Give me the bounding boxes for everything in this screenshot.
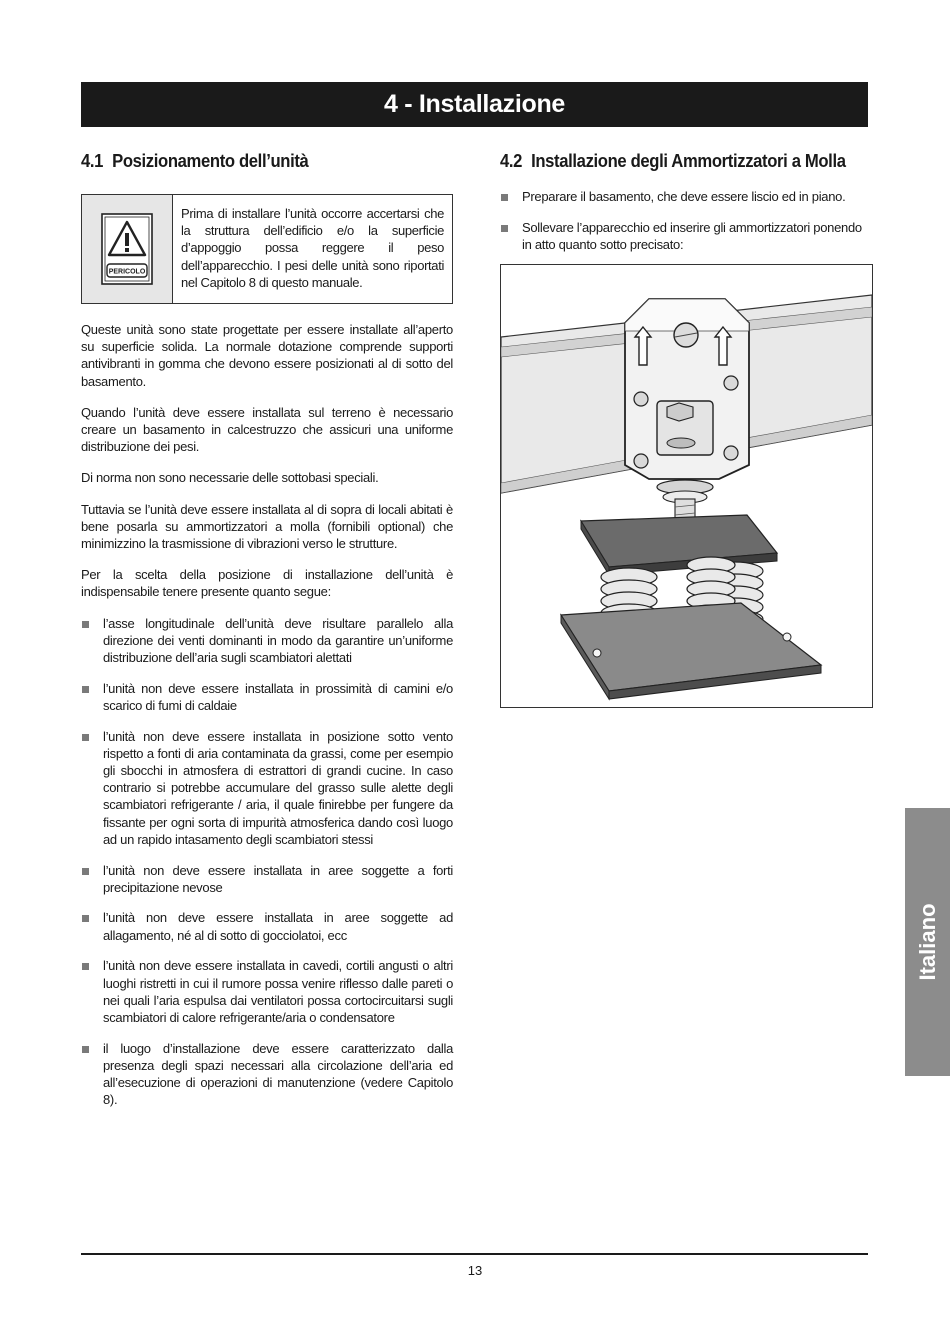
bullet-square-icon — [501, 194, 508, 201]
footer-divider — [81, 1253, 868, 1255]
list-item — [81, 957, 453, 1026]
installation-requirements-list — [81, 615, 453, 1109]
warning-text: Prima di installare l’unità occorre accertarsi che la struttura dell’edificio e/o la superficie d’appoggio possa reggere il peso dell’apparecchio. I pesi delle unità sono riportati nel Capitolo 8 di questo manuale. — [181, 206, 444, 290]
spring-mount-illustration — [500, 264, 873, 708]
section-spring-mounts — [500, 150, 872, 267]
bullet-square-icon — [82, 621, 89, 628]
bullet-square-icon — [82, 734, 89, 741]
section-heading — [81, 150, 416, 172]
paragraph: Tuttavia se l’unità deve essere installata al di sopra di locali abitati è bene posarla su ammortizzatori a molla (fornibili optional) che minimizzino la trasmissione di vibrazioni verso le strutture. — [81, 501, 453, 552]
list-item-text: l’unità non deve essere installata in cavedi, cortili angusti o altri luoghi ristretti in cui il rumore possa venire riflesso dalle pareti o nei quali l’aria espulsa dai ventilatori possa cortocircuitarsi sugli scambiatori di calore refrigerante/aria o condensatore — [103, 958, 453, 1025]
paragraph: Queste unità sono state progettate per essere installate all’aperto su superficie solida. La normale dotazione comprende supporti antivibranti in gomma che devono essere posizionati al di sotto del basamento. — [81, 322, 453, 389]
paragraph: Quando l’unità deve essere installata sul terreno è necessario creare un basamento in calcestruzzo che assicuri una uniforme distribuzione dei pesi. — [81, 404, 453, 455]
section-number: 4.2 — [500, 150, 523, 171]
list-item-text: Sollevare l’apparecchio ed inserire gli ammortizzatori ponendo in atto quanto sotto precisato: — [522, 219, 862, 252]
list-item-text: il luogo d’installazione deve essere caratterizzato dalla presenza degli spazi necessari alla circolazione dell’aria ed all’esecuzione di operazioni di manutenzione (vedere Capitolo 8). — [103, 1040, 453, 1108]
paragraph: Di norma non sono necessarie delle sottobasi speciali. — [81, 470, 379, 486]
bullet-square-icon — [82, 963, 89, 970]
list-item-text: Preparare il basamento, che deve essere liscio ed in piano. — [522, 189, 846, 204]
list-item-text: l’unità non deve essere installata in aree soggette a forti precipitazione nevose — [103, 862, 453, 895]
spring-steps-list — [500, 188, 872, 253]
list-item-text: l’asse longitudinale dell’unità deve risultare parallelo alla direzione dei venti dominanti in modo da garantire un’uniforme distribuzione dell’aria sugli scambiatori alettati — [103, 615, 453, 666]
danger-warning-box — [81, 194, 453, 304]
section-positioning — [81, 150, 453, 1122]
bullet-square-icon — [501, 225, 508, 232]
list-item — [500, 188, 872, 205]
list-item — [81, 909, 453, 943]
bullet-square-icon — [82, 915, 89, 922]
language-tab-label: Italiano — [914, 903, 940, 981]
section-heading — [500, 150, 846, 172]
section-title: Installazione degli Ammortizzatori a Molla — [531, 150, 846, 171]
section-number: 4.1 — [81, 150, 104, 171]
bullet-square-icon — [82, 868, 89, 875]
chapter-title: 4 - Installazione — [81, 82, 868, 127]
bullet-square-icon — [82, 1046, 89, 1053]
list-item-text: l’unità non deve essere installata in aree soggette ad allagamento, né al di sotto di gocciolatoi, ecc — [103, 910, 453, 943]
page-number: 13 — [467, 1263, 483, 1278]
list-item-text: l’unità non deve essere installata in prossimità di camini e/o scarico di fumi di caldaie — [103, 680, 453, 713]
bullet-square-icon — [82, 686, 89, 693]
paragraph: Per la scelta della posizione di installazione dell’unità è indispensabile tenere presente quanto segue: — [81, 567, 453, 600]
list-item — [81, 862, 453, 896]
danger-icon-cell — [82, 195, 173, 303]
list-item — [81, 1040, 453, 1109]
list-item-text: l’unità non deve essere installata in posizione sotto vento rispetto a fonti di aria contaminata da grassi, come per esempio gli sbocchi in atmosfera di estrattori di grandi cucine. In caso contrario si potrebbe accumulare del grasso sulle alette degli scambiatori refrigerante / aria, il quale finirebbe per fungere da fissante per ogni sorta di impurità atmosferica dando così luogo ad un rapido intasamento degli scambiatori stessi — [103, 728, 453, 847]
list-item — [500, 219, 872, 253]
danger-warning-icon — [101, 213, 153, 285]
list-item — [81, 615, 453, 667]
section-title: Posizionamento dell’unità — [112, 150, 309, 171]
list-item — [81, 728, 453, 848]
danger-label: PERICOLO — [108, 268, 146, 276]
spring-mount-drawing — [501, 265, 872, 707]
language-tab — [905, 808, 950, 1076]
list-item — [81, 680, 453, 714]
